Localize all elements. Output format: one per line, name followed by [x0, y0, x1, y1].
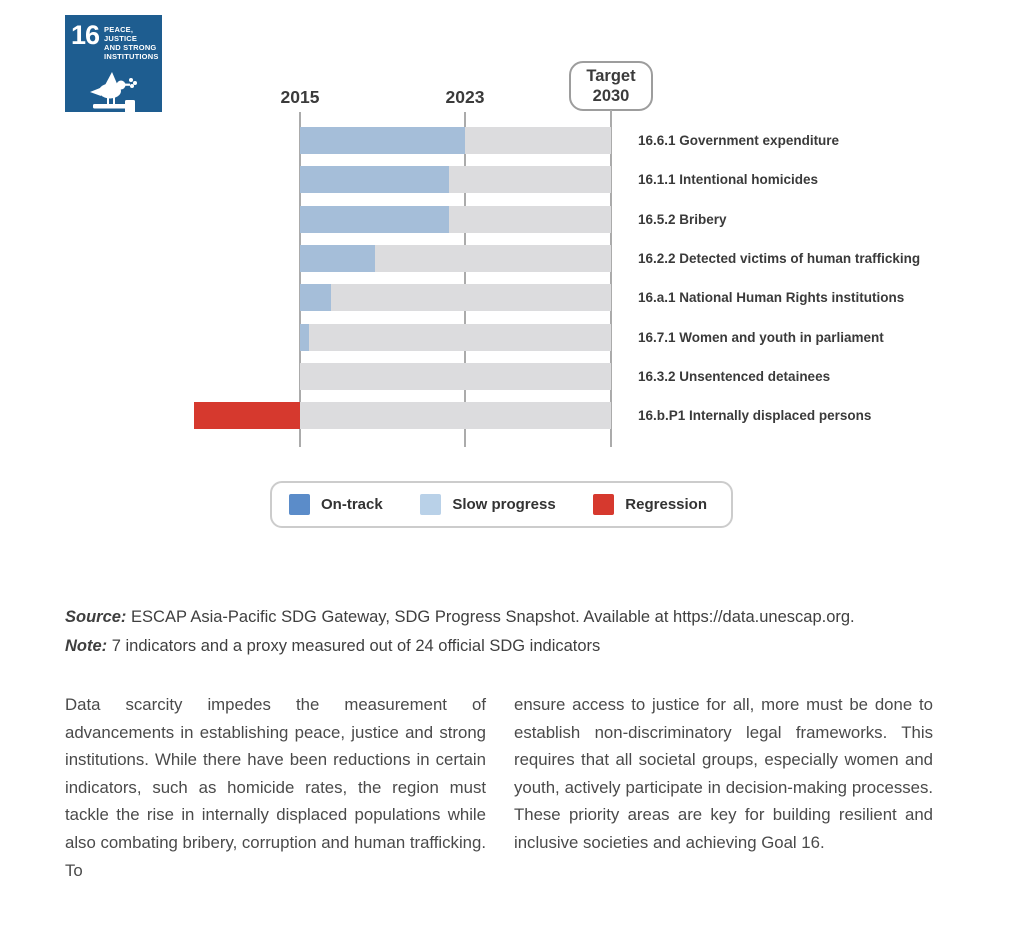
target-track-bar	[300, 363, 611, 390]
sdg-goal-number: 16	[71, 20, 100, 50]
legend-label: Regression	[625, 496, 707, 513]
indicator-label: 16.3.2 Unsentenced detainees	[638, 368, 831, 384]
progress-bar	[300, 245, 375, 272]
indicator-row	[0, 363, 1024, 390]
indicator-label: 16.2.2 Detected victims of human trafficking	[638, 250, 921, 266]
indicator-label: 16.6.1 Government expenditure	[638, 133, 840, 148]
gridline-2030	[610, 110, 612, 447]
legend-label: Slow progress	[452, 496, 556, 513]
legend-item	[420, 494, 555, 515]
indicator-label: 16.1.1 Intentional homicides	[638, 172, 819, 188]
target-2030-callout: Target 2030	[569, 61, 653, 111]
gridline-2023	[464, 112, 466, 447]
gridline-2015	[299, 112, 301, 447]
indicator-row	[0, 245, 1024, 272]
sdg16-badge	[65, 15, 162, 112]
indicator-row	[0, 284, 1024, 311]
axis-label-2023: 2023	[445, 87, 485, 107]
indicator-row	[0, 402, 1024, 429]
note-label: Note:	[65, 637, 108, 655]
indicator-label: 16.7.1 Women and youth in parliament	[638, 329, 884, 345]
dove-on-gavel-icon	[85, 71, 143, 120]
indicator-row	[0, 324, 1024, 351]
legend-swatch-slow-progress	[420, 494, 441, 515]
progress-bar	[300, 324, 309, 351]
indicator-label: 16.a.1 National Human Rights institutions	[638, 290, 905, 306]
source-label: Source:	[65, 608, 127, 626]
chart-legend	[270, 481, 733, 528]
legend-swatch-on-track	[289, 494, 310, 515]
progress-bar	[300, 206, 449, 233]
indicator-row	[0, 127, 1024, 154]
axis-label-2015: 2015	[280, 87, 320, 107]
progress-bar	[300, 284, 331, 311]
target-track-bar	[300, 284, 611, 311]
indicator-row	[0, 166, 1024, 193]
target-track-bar	[300, 324, 611, 351]
source-text: ESCAP Asia-Pacific SDG Gateway, SDG Progress Snapshot. Available at https://data.unescap.org.	[126, 608, 855, 626]
progress-bar	[300, 127, 465, 154]
progress-bar	[300, 166, 449, 193]
note-line	[65, 637, 945, 656]
body-text-left-column: Data scarcity impedes the measurement of advancements in establishing peace, justice and strong institutions. While there have been reductions in certain indicators, such as homicide rates, the region must tackle the rise in internally displaced populations while also combating bribery, corruption and human trafficking. To	[65, 695, 486, 880]
note-text: 7 indicators and a proxy measured out of 24 official SDG indicators	[107, 637, 601, 655]
legend-item	[289, 494, 383, 515]
regression-bar	[194, 402, 300, 429]
legend-swatch-regression	[593, 494, 614, 515]
legend-item	[593, 494, 707, 515]
source-line	[65, 608, 945, 627]
body-text-right-column: ensure access to justice for all, more must be done to establish non-discriminatory legal frameworks. This requires that all societal groups, especially women and youth, actively participate in decision-making processes. These priority areas are key for building resilient and inclusive societies and achieving Goal 16.	[514, 695, 933, 852]
indicator-row	[0, 206, 1024, 233]
indicator-label: 16.b.P1 Internally displaced persons	[638, 408, 872, 424]
target-track-bar	[300, 402, 611, 429]
legend-label: On-track	[321, 496, 383, 513]
sdg-goal-title: PEACE, JUSTICE AND STRONG INSTITUTIONS	[104, 25, 159, 61]
indicator-label: 16.5.2 Bribery	[638, 211, 727, 227]
